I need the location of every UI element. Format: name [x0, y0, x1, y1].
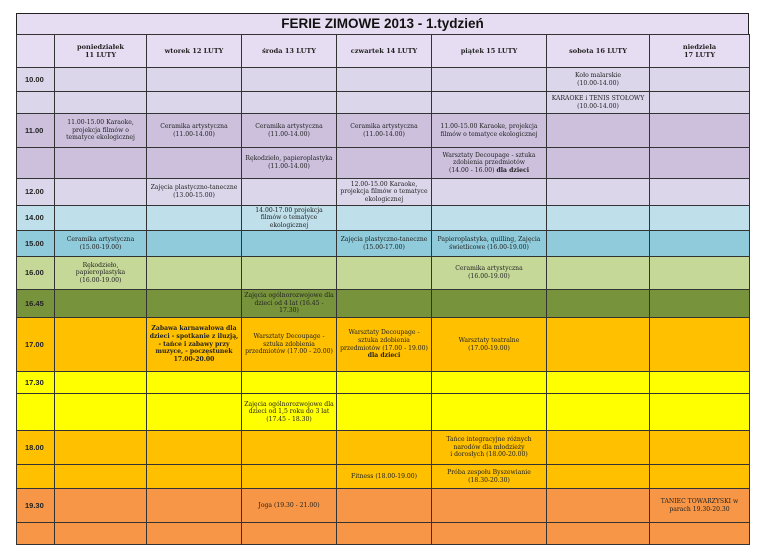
event-wed-rekodzielo: Rękodzieło, papieroplastyka (11.00-14.00) — [242, 148, 337, 179]
event-wed-joga: Joga (19.30 - 21.00) — [242, 489, 337, 523]
time-label: 10.00 — [17, 68, 55, 92]
day-friday: piątek 15 LUTY — [432, 35, 547, 68]
empty-cell — [432, 290, 547, 318]
schedule-sheet — [16, 13, 749, 527]
empty-cell — [337, 290, 432, 318]
empty-cell — [147, 523, 242, 545]
day-wednesday: środa 13 LUTY — [242, 35, 337, 68]
empty-cell — [337, 92, 432, 114]
row-1930 — [17, 489, 750, 523]
empty-cell — [147, 290, 242, 318]
time-label: 16.45 — [17, 290, 55, 318]
event-sun-taniec: TANIEC TOWARZYSKI w parach 19.30-20.30 — [650, 489, 750, 523]
row-1600 — [17, 257, 750, 290]
empty-cell — [650, 179, 750, 206]
event-fri-decoupage: Warsztaty Decoupage - sztuka zdobienia przedmiotów (14.00 - 16.00) dla dzieci — [432, 148, 547, 179]
empty-cell — [55, 372, 147, 394]
empty-cell — [55, 92, 147, 114]
empty-cell — [242, 523, 337, 545]
empty-cell — [55, 290, 147, 318]
row-1730 — [17, 372, 750, 394]
empty-cell — [547, 257, 650, 290]
time-label: 19.30 — [17, 489, 55, 523]
time-label: 16.00 — [17, 257, 55, 290]
empty-cell — [337, 372, 432, 394]
row-1000 — [17, 68, 750, 92]
empty-cell — [55, 68, 147, 92]
empty-cell — [547, 179, 650, 206]
empty-cell — [55, 206, 147, 231]
event-fri-tance: Tańce integracyjne różnych narodów dla młodzieży i dorosłych (18.00-20.00) — [432, 431, 547, 465]
empty-cell — [547, 206, 650, 231]
sheet-title: FERIE ZIMOWE 2013 - 1.tydzień — [16, 13, 749, 35]
empty-cell — [650, 231, 750, 257]
empty-cell — [242, 465, 337, 489]
empty-cell — [242, 257, 337, 290]
empty-cell — [55, 431, 147, 465]
empty-cell — [337, 489, 432, 523]
empty-cell — [242, 431, 337, 465]
empty-cell — [547, 465, 650, 489]
event-wed-decoupage: Warsztaty Decoupage - sztuka zdobienia przedmiotów (17.00 - 20.00) — [242, 318, 337, 372]
event-fri-proba: Próba zespołu Byszewianie (18.30-20.30) — [432, 465, 547, 489]
event-wed-ogolno1: Zajęcia ogólnorozwojowe dla dzieci od 4 lat (16.45 - 17.30) — [242, 290, 337, 318]
row-1700 — [17, 318, 750, 372]
empty-cell — [650, 394, 750, 431]
empty-cell — [242, 68, 337, 92]
event-fri-papier: Papieroplastyka, quilling, Zajęcia świetlicowe (16.00-19.00) — [432, 231, 547, 257]
empty-cell — [55, 465, 147, 489]
empty-cell — [547, 114, 650, 148]
time-label: 11.00 — [17, 114, 55, 148]
empty-cell — [432, 394, 547, 431]
empty-cell — [147, 92, 242, 114]
empty-cell — [242, 179, 337, 206]
empty-cell — [55, 179, 147, 206]
event-fri-karaoke: 11.00-15.00 Karaoke, projekcja filmów o tematyce ekologicznej — [432, 114, 547, 148]
corner-cell — [17, 35, 55, 68]
empty-cell — [547, 231, 650, 257]
day-monday: poniedziałek 11 LUTY — [55, 35, 147, 68]
empty-cell — [650, 372, 750, 394]
empty-cell — [17, 394, 55, 431]
empty-cell — [147, 231, 242, 257]
time-label: 15.00 — [17, 231, 55, 257]
event-thu-karaoke: 12.00-15.00 Karaoke, projekcja filmów o tematyce ekologicznej — [337, 179, 432, 206]
empty-cell — [337, 206, 432, 231]
empty-cell — [147, 465, 242, 489]
empty-cell — [17, 148, 55, 179]
schedule-table — [16, 34, 750, 545]
empty-cell — [547, 523, 650, 545]
empty-cell — [17, 465, 55, 489]
empty-cell — [650, 431, 750, 465]
event-mon-ceramika: Ceramika artystyczna (15.00-19.00) — [55, 231, 147, 257]
event-thu-fitness: Fitness (18.00-19.00) — [337, 465, 432, 489]
empty-cell — [547, 489, 650, 523]
empty-cell — [337, 431, 432, 465]
empty-cell — [650, 92, 750, 114]
event-tue-ceramika: Ceramika artystyczna (11.00-14.00) — [147, 114, 242, 148]
empty-cell — [650, 68, 750, 92]
row-1100b — [17, 148, 750, 179]
day-sunday: niedziela 17 LUTY — [650, 35, 750, 68]
empty-cell — [547, 394, 650, 431]
empty-cell — [17, 92, 55, 114]
empty-cell — [337, 523, 432, 545]
event-sat-karaoke: KARAOKE i TENIS STOŁOWY (10.00-14.00) — [547, 92, 650, 114]
empty-cell — [650, 257, 750, 290]
empty-cell — [147, 257, 242, 290]
event-mon-karaoke: 11.00-15.00 Karaoke, projekcja filmów o tematyce ekologicznej — [55, 114, 147, 148]
event-thu-plastyczne: Zajęcia plastyczno-taneczne (15.00-17.00) — [337, 231, 432, 257]
row-1200 — [17, 179, 750, 206]
empty-cell — [432, 206, 547, 231]
event-wed-ceramika: Ceramika artystyczna (11.00-14.00) — [242, 114, 337, 148]
header-row — [17, 35, 750, 68]
empty-cell — [147, 68, 242, 92]
empty-cell — [55, 394, 147, 431]
day-tuesday: wtorek 12 LUTY — [147, 35, 242, 68]
empty-cell — [55, 489, 147, 523]
empty-cell — [650, 523, 750, 545]
empty-cell — [547, 148, 650, 179]
time-label: 12.00 — [17, 179, 55, 206]
row-1800b — [17, 465, 750, 489]
empty-cell — [432, 179, 547, 206]
event-sat-kolo: Koło malarskie (10.00-14.00) — [547, 68, 650, 92]
event-thu-ceramika: Ceramika artystyczna (11.00-14.00) — [337, 114, 432, 148]
empty-cell — [432, 92, 547, 114]
event-mon-rekodzielo: Rękodzieło, papieroplastyka (16.00-19.00) — [55, 257, 147, 290]
row-1000b — [17, 92, 750, 114]
empty-cell — [147, 206, 242, 231]
empty-cell — [55, 318, 147, 372]
empty-cell — [337, 394, 432, 431]
empty-cell — [650, 318, 750, 372]
day-saturday: sobota 16 LUTY — [547, 35, 650, 68]
row-1730b — [17, 394, 750, 431]
empty-cell — [547, 290, 650, 318]
empty-cell — [17, 523, 55, 545]
row-1100 — [17, 114, 750, 148]
event-tue-plastyczne: Zajęcia plastyczno-taneczne (13.00-15.00) — [147, 179, 242, 206]
empty-cell — [650, 465, 750, 489]
empty-cell — [147, 489, 242, 523]
empty-cell — [432, 68, 547, 92]
event-wed-ogolno2: Zajęcia ogólnorozwojowe dla dzieci od 1,5 roku do 3 lat (17.45 - 18.30) — [242, 394, 337, 431]
empty-cell — [147, 148, 242, 179]
empty-cell — [432, 489, 547, 523]
event-fri-ceramika: Ceramika artystyczna (16.00-19.00) — [432, 257, 547, 290]
row-1500 — [17, 231, 750, 257]
empty-cell — [147, 394, 242, 431]
empty-cell — [547, 372, 650, 394]
row-1930b — [17, 523, 750, 545]
empty-cell — [650, 290, 750, 318]
empty-cell — [242, 231, 337, 257]
empty-cell — [547, 318, 650, 372]
empty-cell — [650, 148, 750, 179]
empty-cell — [337, 148, 432, 179]
empty-cell — [337, 68, 432, 92]
time-label: 14.00 — [17, 206, 55, 231]
empty-cell — [432, 523, 547, 545]
event-fri-teatralne: Warsztaty teatralne (17.00-19.00) — [432, 318, 547, 372]
empty-cell — [242, 92, 337, 114]
empty-cell — [337, 257, 432, 290]
empty-cell — [55, 523, 147, 545]
empty-cell — [242, 372, 337, 394]
row-1645 — [17, 290, 750, 318]
empty-cell — [650, 206, 750, 231]
empty-cell — [55, 148, 147, 179]
event-tue-zabawa: Zabawa karnawałowa dla dzieci - spotkanie z iluzją, - tańce i zabawy przy muzyce, - poczęstunek 17.00-20.00 — [147, 318, 242, 372]
empty-cell — [147, 431, 242, 465]
time-label: 17.00 — [17, 318, 55, 372]
empty-cell — [147, 372, 242, 394]
empty-cell — [547, 431, 650, 465]
time-label: 17.30 — [17, 372, 55, 394]
empty-cell — [432, 372, 547, 394]
row-1400 — [17, 206, 750, 231]
event-wed-film: 14.00-17.00 projekcja filmów o tematyce ekologicznej — [242, 206, 337, 231]
time-label: 18.00 — [17, 431, 55, 465]
day-thursday: czwartek 14 LUTY — [337, 35, 432, 68]
row-1800 — [17, 431, 750, 465]
event-thu-decoupage: Warsztaty Decoupage - sztuka zdobienia przedmiotów (17.00 - 19.00) dla dzieci — [337, 318, 432, 372]
empty-cell — [650, 114, 750, 148]
